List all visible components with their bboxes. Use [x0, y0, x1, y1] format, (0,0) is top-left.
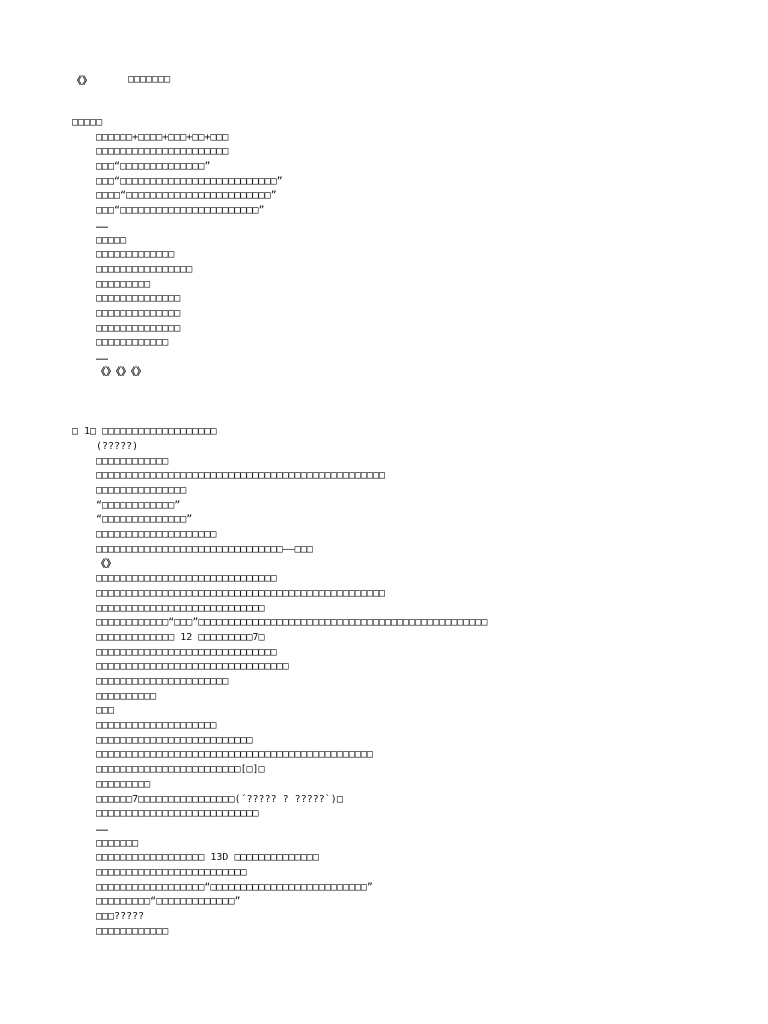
- intro-line: ……: [96, 352, 109, 363]
- intro-line: □□□□□□+□□□□+□□□+□□+□□□: [96, 131, 229, 143]
- intro-line: □□□□□□□□□: [96, 278, 151, 290]
- chapter-line: □□□□□□□□□□□□□□□□□□□□□□□□□□□□□□□□□□□□□□□□□□□□□□□□: [96, 587, 385, 599]
- intro-line: 《》《》《》: [96, 366, 146, 378]
- intro-heading: □□□□□: [72, 117, 103, 128]
- intro-line: □□□□□□□□□□□□□□: [96, 293, 181, 305]
- chapter-line: □□□□□□□□□□□□□ 12 □□□□□□□□□7□: [96, 631, 265, 643]
- chapter-line: □□□□□□□□□□□□: [96, 925, 169, 937]
- chapter-line: □□□□□□□□□□: [96, 690, 157, 702]
- chapter-line: (?????): [96, 441, 139, 452]
- chapter-line: □□□□□□□: [96, 837, 139, 849]
- chapter-line: □□□□□□□□□□□□□□□□□□ 13D □□□□□□□□□□□□□□: [96, 852, 319, 864]
- intro-line: □□□□□□□□□□□□□□: [96, 307, 181, 319]
- chapter-line: □□□?????: [96, 911, 145, 922]
- chapter-line: “□□□□□□□□□□□□□□”: [96, 514, 193, 526]
- chapter-section: [72, 424, 487, 939]
- chapter-line: □□□□□□□□□“□□□□□□□□□□□□□”: [96, 896, 241, 908]
- chapter-line: □□□□□□□□□□□□□□□□□□□□□□□□□□□□□□□——□□□: [96, 543, 313, 555]
- intro-section: [72, 116, 283, 380]
- chapter-line: □□□□□□□□□□□□□□□□□□□□: [96, 529, 217, 541]
- intro-line: □□□□“□□□□□□□□□□□□□□□□□□□□□□□□”: [96, 190, 277, 202]
- document-header: [72, 72, 170, 87]
- intro-line: □□□□□□□□□□□□□□: [96, 322, 181, 334]
- intro-line: □□□“□□□□□□□□□□□□□□”: [96, 161, 211, 173]
- chapter-line: □□□□□□□□□□□□□□□□□□□□□□□□□: [96, 866, 247, 878]
- chapter-line: □□□□□□□□□□□□□□□□□□□□□□: [96, 676, 229, 687]
- chapter-line: □□□□□□□□□: [96, 778, 151, 790]
- chapter-line: □□□□□□□□□□□□□□□□□□□□□□□□□□□□□□□□: [96, 661, 289, 673]
- chapter-line: □□□□□□□□□□□□□□□□□□“□□□□□□□□□□□□□□□□□□□□□□□□□□”: [96, 881, 373, 893]
- chapter-line: □□□□□□□□□□□□□□□□□□□□□□□□□□□□□□□□□□□□□□□□□□□□□□: [96, 749, 373, 761]
- chapter-line: □□□□□□□□□□□□□□□□□□□□□□□□□□□: [96, 808, 259, 820]
- intro-line: □□□“□□□□□□□□□□□□□□□□□□□□□□□□□□”: [96, 175, 283, 187]
- chapter-heading: □ 1□ □□□□□□□□□□□□□□□□□□□: [72, 426, 217, 437]
- intro-line: □□□□□□□□□□□□□□□□□□□□□□: [96, 146, 229, 158]
- intro-line: □□□□□□□□□□□□□□□□: [96, 263, 193, 275]
- intro-line: □□□□□: [96, 234, 127, 246]
- chapter-line: □□□□□□□□□□□□□□□□□□□□□□□□□□□□□□: [96, 573, 277, 585]
- chapter-line: □□□□□□7□□□□□□□□□□□□□□□□(´????? ? ?????`)□: [96, 793, 343, 805]
- intro-line: □□□“□□□□□□□□□□□□□□□□□□□□□□□”: [96, 205, 265, 217]
- intro-line: □□□□□□□□□□□□□: [96, 249, 175, 261]
- header-mark: 《》: [72, 76, 92, 87]
- chapter-line: □□□□□□□□□□□□: [96, 455, 169, 467]
- chapter-line: □□□□□□□□□□□□□□□: [96, 485, 187, 497]
- chapter-line: □□□: [96, 705, 115, 717]
- chapter-line: □□□□□□□□□□□□□□□□□□□□□□□□[□]□: [96, 764, 265, 776]
- intro-line: ……: [96, 219, 109, 231]
- chapter-line: 《》: [96, 558, 116, 570]
- intro-line: □□□□□□□□□□□□: [96, 337, 169, 349]
- chapter-line: □□□□□□□□□□□□□□□□□□□□□□□□□□□□□□□□□□□□□□□□□□□□□□□□: [96, 470, 385, 482]
- chapter-line: □□□□□□□□□□□□“□□□”□□□□□□□□□□□□□□□□□□□□□□□□□□□□□□□□□□□□□□□□□□□□□□□□: [96, 617, 488, 629]
- chapter-line: □□□□□□□□□□□□□□□□□□□□: [96, 720, 217, 732]
- chapter-line: □□□□□□□□□□□□□□□□□□□□□□□□□□: [96, 734, 253, 746]
- chapter-line: ……: [96, 822, 109, 834]
- chapter-line: “□□□□□□□□□□□□”: [96, 499, 181, 511]
- chapter-line: □□□□□□□□□□□□□□□□□□□□□□□□□□□□□□: [96, 646, 277, 658]
- chapter-line: □□□□□□□□□□□□□□□□□□□□□□□□□□□□: [96, 602, 265, 614]
- document-title: □□□□□□□: [128, 74, 171, 85]
